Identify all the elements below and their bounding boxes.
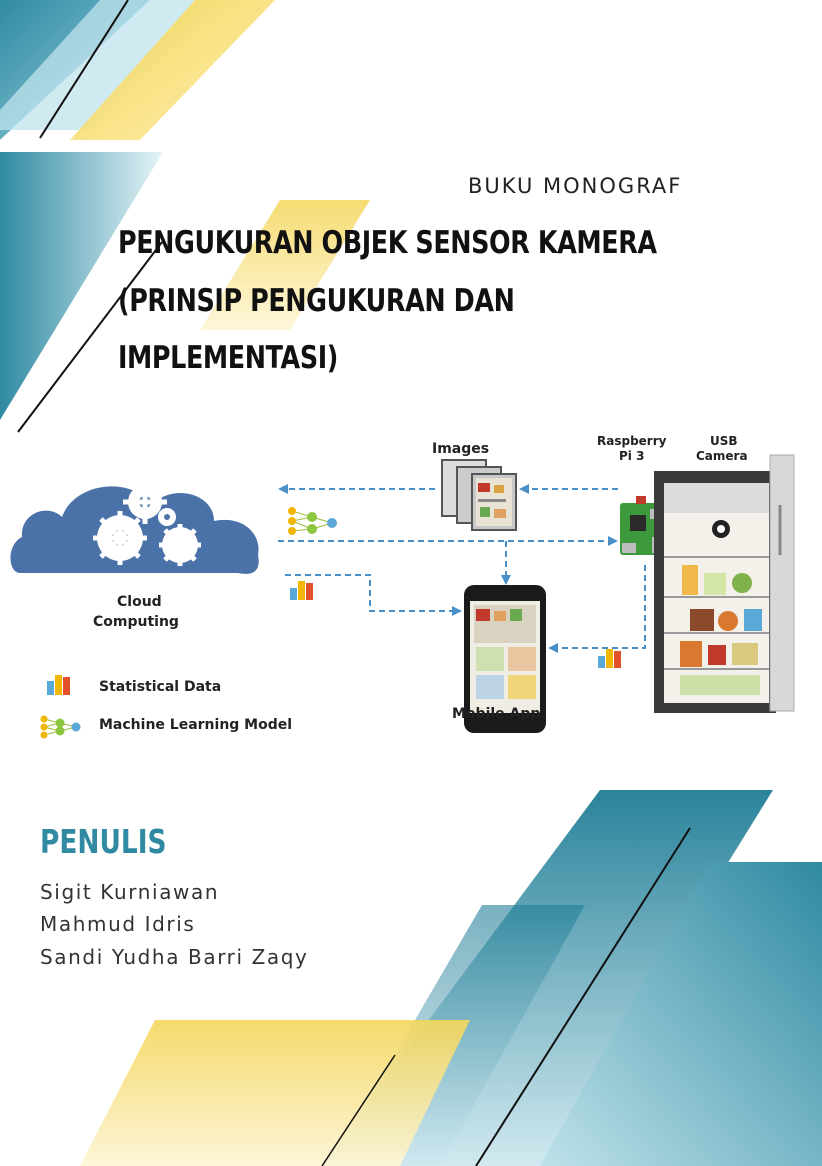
series-label: BUKU MONOGRAF <box>468 174 683 198</box>
book-title-line-3: IMPLEMENTASI) <box>118 340 338 376</box>
images-stack-icon <box>442 460 516 530</box>
cloud-label-line-2: Computing <box>93 614 179 630</box>
author-name: Sigit Kurniawan <box>40 880 220 904</box>
cloud-label-line-1: Cloud <box>117 594 162 610</box>
bar-chart-icon <box>598 649 621 668</box>
book-title-line-2: (PRINSIP PENGUKURAN DAN <box>118 283 515 319</box>
raspberry-label-line-2: Pi 3 <box>619 449 645 463</box>
usb-camera-label-line-1: USB <box>710 434 738 448</box>
usb-camera-label-line-2: Camera <box>696 449 748 463</box>
bar-chart-icon <box>290 581 313 600</box>
author-name: Mahmud Idris <box>40 912 196 936</box>
mobile-app-label: Mobile App <box>452 706 541 722</box>
book-title-line-1: PENGUKURAN OBJEK SENSOR KAMERA <box>118 225 657 261</box>
machine-learning-icon <box>288 507 337 535</box>
smart-fridge-icon <box>654 455 794 713</box>
legend-statistical-icon <box>47 675 70 695</box>
legend-ml-icon <box>41 716 81 739</box>
legend-statistical-label: Statistical Data <box>99 679 222 695</box>
system-diagram <box>0 425 822 755</box>
authors-heading: PENULIS <box>40 822 167 861</box>
images-label: Images <box>432 441 490 457</box>
raspberry-label-line-1: Raspberry <box>597 434 667 448</box>
author-name: Sandi Yudha Barri Zaqy <box>40 945 309 969</box>
cloud-computing-icon <box>11 480 259 574</box>
legend-ml-label: Machine Learning Model <box>99 717 293 733</box>
